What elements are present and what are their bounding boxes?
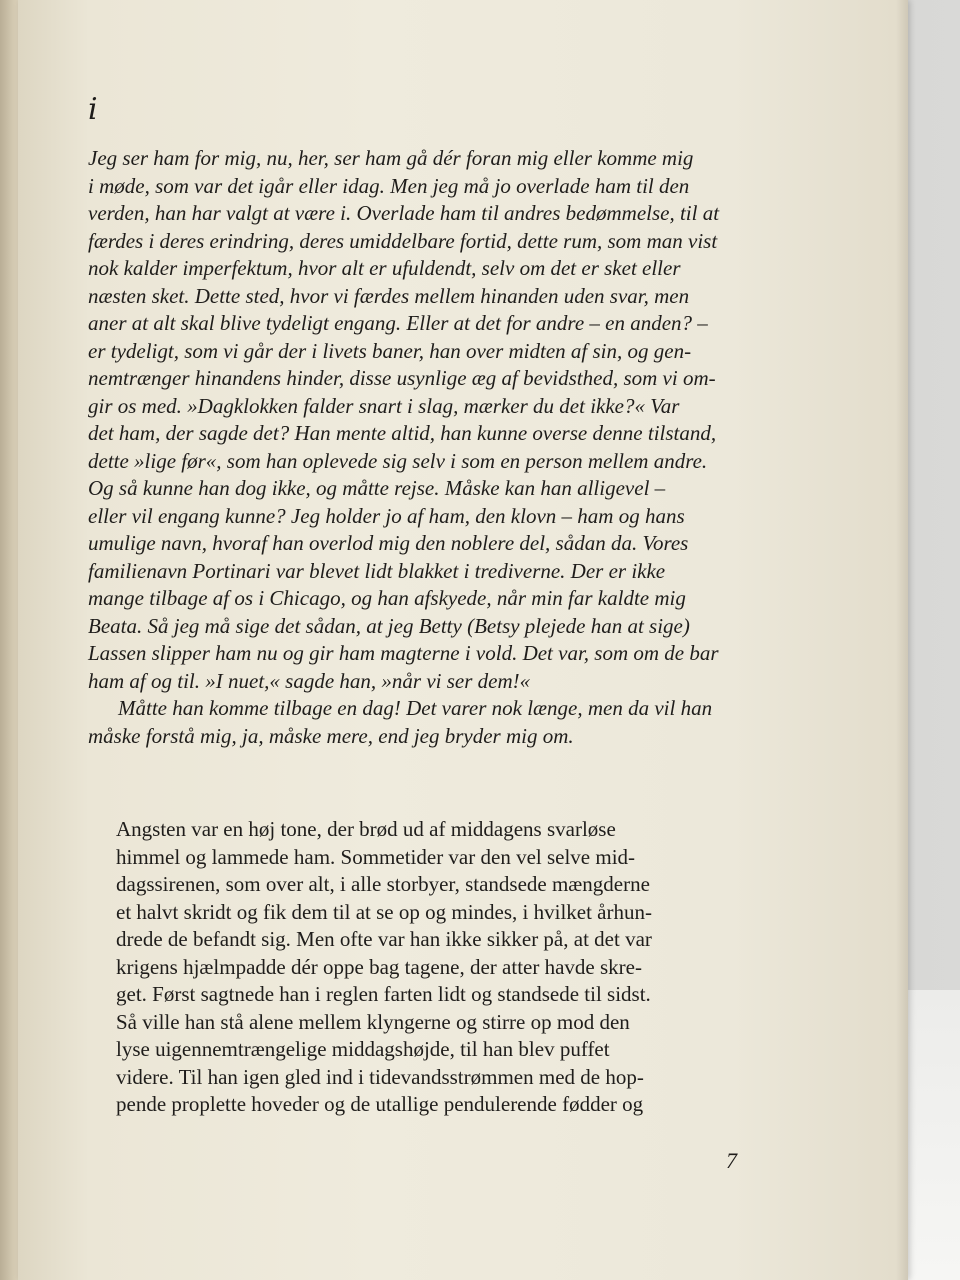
text-line: verden, han har valgt at være i. Overlade ham til andres bedømmelse, til at <box>88 201 720 225</box>
text-line: himmel og lammede ham. Sommetider var den vel selve mid- <box>116 844 636 869</box>
page-edge-shadow <box>896 0 908 1280</box>
text-line: Jeg ser ham for mig, nu, her, ser ham gå dér foran mig eller komme mig <box>88 146 694 170</box>
text-line: krigens hjælmpadde dér oppe bag tagene, der atter havde skre- <box>116 954 642 979</box>
text-line-indented: Måtte han komme tilbage en dag! Det varer nok længe, men da vil han <box>118 696 713 720</box>
text-line: lyse uigennemtrængelige middagshøjde, til han blev puffet <box>116 1037 610 1061</box>
text-line: næsten sket. Dette sted, hvor vi færdes mellem hinanden uden svar, men <box>88 283 690 308</box>
italic-passage <box>88 145 788 750</box>
text-line: familienavn Portinari var blevet lidt blakket i trediverne. Der er ikke <box>88 558 666 583</box>
text-line: pende proplette hoveder og de utallige pendulerende fødder og <box>116 1092 644 1116</box>
text-line: aner at alt skal blive tydeligt engang. Eller at det for andre – en anden? – <box>88 311 708 335</box>
text-line: videre. Til han igen gled ind i tidevandsstrømmen med de hop- <box>116 1064 644 1089</box>
text-line: nok kalder imperfektum, hvor alt er ufuldendt, selv om det er sket eller <box>88 256 681 280</box>
text-line: dette »lige før«, som han oplevede sig selv i som en person mellem andre. <box>88 448 708 473</box>
text-line: mange tilbage af os i Chicago, og han afskyede, når min far kaldte mig <box>88 586 686 610</box>
text-line: get. Først sagtnede han i reglen farten lidt og standsede til sidst. <box>116 982 651 1006</box>
text-line: ham af og til. »I nuet,« sagde han, »når vi ser dem!« <box>88 668 531 693</box>
section-mark: i <box>88 92 98 127</box>
text-line: måske forstå mig, ja, måske mere, end jeg bryder mig om. <box>88 723 574 748</box>
text-line: nemtrænger hinandens hinder, disse usynlige æg af bevidsthed, som vi om- <box>88 366 716 390</box>
text-line: gir os med. »Dagklokken falder snart i slag, mærker du det ikke?« Var <box>88 393 680 418</box>
text-line: Angsten var en høj tone, der brød ud af middagens svarløse <box>116 817 616 841</box>
page-number: 7 <box>726 1148 737 1173</box>
text-line: Lassen slipper ham nu og gir ham magterne i vold. Det var, som om de bar <box>88 641 719 665</box>
text-line: færdes i deres erindring, deres umiddelbare fortid, dette rum, som man vist <box>88 228 718 253</box>
text-line: Så ville han stå alene mellem klyngerne og stirre op mod den <box>116 1009 630 1034</box>
text-line: det ham, der sagde det? Han mente altid, han kunne overse denne tilstand, <box>88 421 717 445</box>
text-line: i møde, som var det igår eller idag. Men jeg må jo overlade ham til den <box>88 173 690 198</box>
text-line: Beata. Så jeg må sige det sådan, at jeg Betty (Betsy plejede han at sige) <box>88 613 690 638</box>
roman-passage <box>116 816 816 1119</box>
text-line: er tydeligt, som vi går der i livets baner, han over midten af sin, og gen- <box>88 338 692 363</box>
book-page <box>18 0 908 1280</box>
text-line: Og så kunne han dog ikke, og måtte rejse. Måske kan han alligevel – <box>88 476 666 500</box>
text-line: eller vil engang kunne? Jeg holder jo af ham, den klovn – ham og hans <box>88 503 685 528</box>
text-line: et halvt skridt og fik dem til at se op og mindes, i hvilket århun- <box>116 899 652 924</box>
text-line: dagssirenen, som over alt, i alle storbyer, standsede mængderne <box>116 872 650 896</box>
text-line: umulige navn, hvoraf han overlod mig den noblere del, sådan da. Vores <box>88 531 689 555</box>
text-line: drede de befandt sig. Men ofte var han ikke sikker på, at det var <box>116 927 652 951</box>
